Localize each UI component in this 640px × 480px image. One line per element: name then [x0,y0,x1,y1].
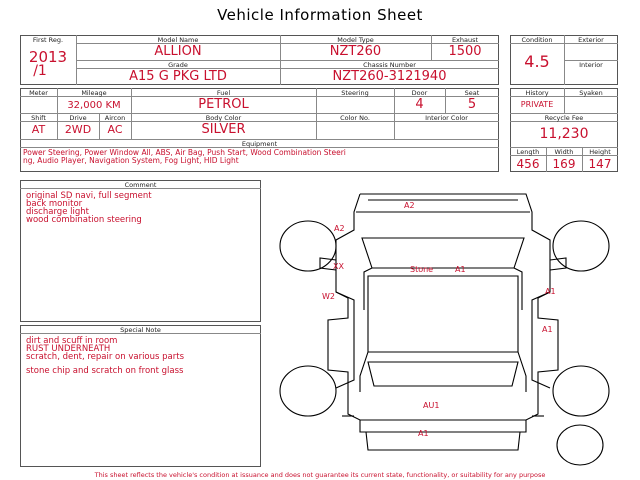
color-no-label: Color No. [340,114,370,122]
disclaimer: This sheet reflects the vehicle's condition at issuance and does not guarantee its current state, functionality, or suitability for any purpose [94,471,546,479]
length-value: 456 [516,157,540,171]
rear-left-wheel [280,366,336,416]
condition-value: 4.5 [524,52,550,71]
front-right-wheel [553,221,609,271]
height-value: 147 [588,157,612,171]
model-type-label: Model Type [337,36,374,44]
model-type-value: NZT260 [329,44,382,59]
spare-wheel [557,425,603,465]
meter-label: Meter [29,89,48,97]
equipment-line-1: Power Steering, Power Window All, ABS, Air Bag, Push Start, Wood Combination Steeri [23,148,346,157]
chassis-label: Chassis Number [363,61,416,69]
mark-w2: W2 [322,292,335,301]
first-reg-label: First Reg. [32,36,64,44]
rear-right-wheel [553,366,609,416]
equipment-label: Equipment [241,140,278,148]
interior-label: Interior [579,61,603,69]
chassis-value: NZT260-3121940 [332,69,447,84]
mark-au1: AU1 [423,401,440,410]
equipment-line-2: ng, Audio Player, Navigation System, Fog Light, HID Light [23,156,239,165]
door-label: Door [411,89,428,97]
mark-a1-right-rear: A1 [542,325,553,334]
fuel-value: PETROL [198,97,249,112]
aircon-value: AC [107,123,123,136]
shift-value: AT [31,123,46,136]
seat-label: Seat [464,89,480,97]
height-label: Height [589,148,611,156]
exterior-label: Exterior [578,36,604,44]
body-color-label: Body Color [205,114,242,122]
mark-a2-hood: A2 [404,201,415,210]
width-value: 169 [552,157,576,171]
comment-line-2: back monitor [26,199,83,209]
first-reg-year: 2013 [28,48,68,66]
width-label: Width [554,148,574,156]
recycle-fee-label: Recycle Fee [544,114,584,122]
mark-a1-right-front: A1 [545,287,556,296]
mark-a1-windshield: A1 [455,265,466,274]
mark-a1-rear-bumper: A1 [418,429,429,438]
mark-a2-left-fender: A2 [334,224,345,233]
comment-line-4: wood combination steering [26,215,142,225]
special-note-label: Special Note [120,326,161,334]
special-note-line-2: RUST UNDERNEATH [26,344,111,354]
history-label: History [525,89,549,97]
model-name-label: Model Name [157,36,199,44]
syaken-label: Syaken [579,89,603,97]
recycle-fee-value: 11,230 [539,126,589,142]
mark-stone: Stone [410,265,434,274]
grade-label: Grade [168,61,188,69]
history-value: PRIVATE [520,100,554,109]
seat-value: 5 [467,97,477,112]
front-left-wheel [280,221,336,271]
fuel-label: Fuel [216,89,231,97]
body-color-value: SILVER [201,122,246,137]
comment-line-3: discharge light [26,207,89,217]
first-reg-month: /1 [33,63,47,79]
comment-line-1: original SD navi, full segment [26,191,152,201]
exhaust-label: Exhaust [451,36,479,44]
special-note-line-3: scratch, dent, repair on various parts [26,352,185,362]
mileage-label: Mileage [81,89,107,97]
comment-label: Comment [124,181,157,189]
mileage-value: 32,000 KM [67,100,121,111]
interior-color-label: Interior Color [425,114,468,122]
door-value: 4 [415,97,424,112]
drive-value: 2WD [64,123,92,136]
vehicle-damage-diagram [268,180,618,470]
grade-value: A15 G PKG LTD [129,69,227,84]
special-note-line-1: dirt and scuff in room [26,336,118,346]
page-title: Vehicle Information Sheet [217,6,423,24]
condition-label: Condition [521,36,553,44]
shift-label: Shift [31,114,46,122]
special-note-line-5: stone chip and scratch on front glass [26,366,184,376]
exhaust-value: 1500 [448,44,482,59]
steering-label: Steering [341,89,369,97]
aircon-label: Aircon [104,114,126,122]
length-label: Length [516,148,540,156]
drive-label: Drive [69,114,87,122]
mark-xx: XX [333,262,344,271]
model-name-value: ALLION [154,44,202,59]
